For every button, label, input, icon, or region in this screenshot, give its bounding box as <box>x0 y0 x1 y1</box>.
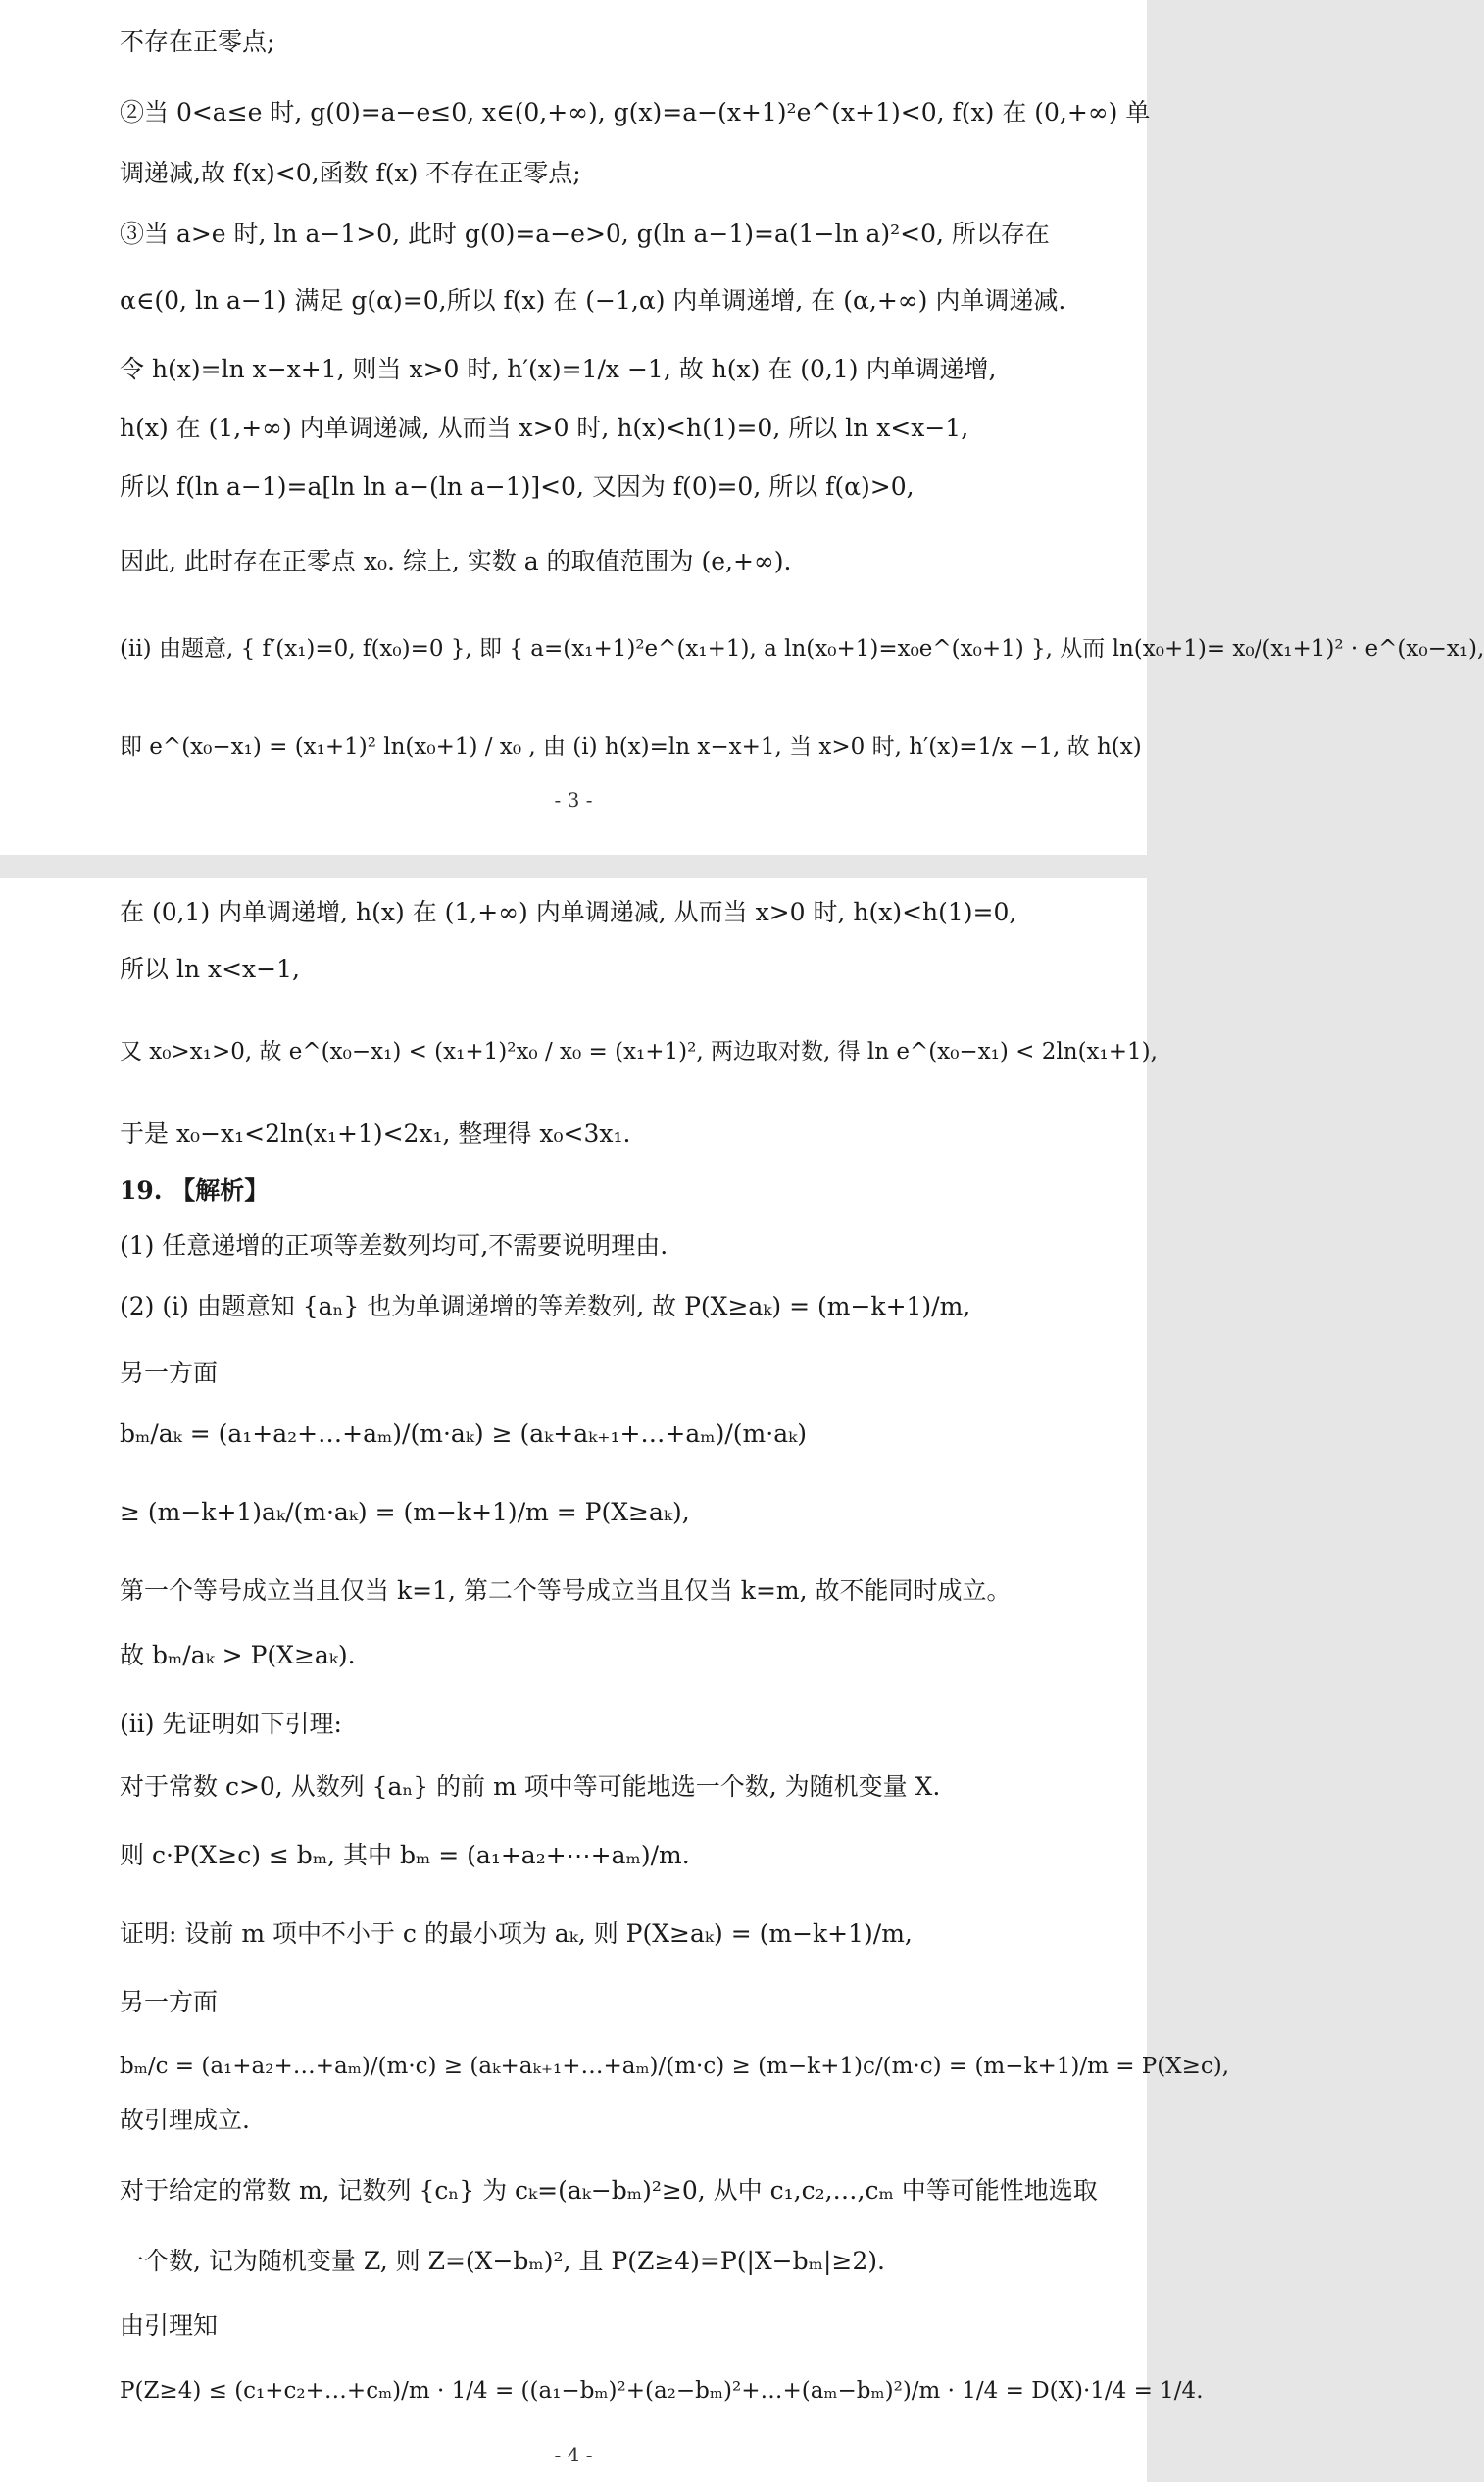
text-line: 即 e^(x₀−x₁) = (x₁+1)² ln(x₀+1) / x₀ , 由 (i) h(x)=ln x−x+1, 当 x>0 时, h′(x)=1/x −1, 故 h(x) <box>120 734 1142 760</box>
text-line: 因此, 此时存在正零点 x₀. 综上, 实数 a 的取值范围为 (e,+∞). <box>120 547 792 575</box>
text-line: 故 bₘ/aₖ > P(X≥aₖ). <box>120 1641 356 1669</box>
text-line: 另一方面 <box>120 1988 219 2016</box>
page-number: - 4 - <box>554 2443 593 2466</box>
text-line: 对于给定的常数 m, 记数列 {cₙ} 为 cₖ=(aₖ−bₘ)²≥0, 从中 c₁,c₂,…,cₘ 中等可能性地选取 <box>120 2176 1098 2205</box>
text-line: bₘ/aₖ = (a₁+a₂+…+aₘ)/(m·aₖ) ≥ (aₖ+aₖ₊₁+…+aₘ)/(m·aₖ) <box>120 1419 807 1448</box>
section-heading: 19. 【解析】 <box>120 1176 270 1205</box>
text-line: ≥ (m−k+1)aₖ/(m·aₖ) = (m−k+1)/m = P(X≥aₖ), <box>120 1498 690 1526</box>
text-line: h(x) 在 (1,+∞) 内单调递减, 从而当 x>0 时, h(x)<h(1)=0, 所以 ln x<x−1, <box>120 414 969 442</box>
text-line: 又 x₀>x₁>0, 故 e^(x₀−x₁) < (x₁+1)²x₀ / x₀ = (x₁+1)², 两边取对数, 得 ln e^(x₀−x₁) < 2ln(x₁+1), <box>120 1039 1158 1065</box>
text-line: 在 (0,1) 内单调递增, h(x) 在 (1,+∞) 内单调递减, 从而当 x>0 时, h(x)<h(1)=0, <box>120 898 1017 926</box>
page-3 <box>0 0 1484 855</box>
text-line: 由引理知 <box>120 2311 219 2340</box>
text-line: (2) (i) 由题意知 {aₙ} 也为单调递增的等差数列, 故 P(X≥aₖ) = (m−k+1)/m, <box>120 1292 971 1320</box>
text-line: 证明: 设前 m 项中不小于 c 的最小项为 aₖ, 则 P(X≥aₖ) = (m−k+1)/m, <box>120 1919 913 1948</box>
text-line: 于是 x₀−x₁<2ln(x₁+1)<2x₁, 整理得 x₀<3x₁. <box>120 1119 631 1148</box>
text-line: (1) 任意递增的正项等差数列均可,不需要说明理由. <box>120 1231 668 1260</box>
text-line: 对于常数 c>0, 从数列 {aₙ} 的前 m 项中等可能地选一个数, 为随机变量 X. <box>120 1772 941 1801</box>
text-line: 不存在正零点; <box>120 27 275 56</box>
page-4 <box>0 878 1230 2482</box>
text-line: 调递减,故 f(x)<0,函数 f(x) 不存在正零点; <box>120 159 581 187</box>
text-line: 所以 f(ln a−1)=a[ln ln a−(ln a−1)]<0, 又因为 f(0)=0, 所以 f(α)>0, <box>120 472 915 501</box>
text-line: (ii) 先证明如下引理: <box>120 1710 342 1738</box>
text-line: ②当 0<a≤e 时, g(0)=a−e≤0, x∈(0,+∞), g(x)=a−(x+1)²e^(x+1)<0, f(x) 在 (0,+∞) 单 <box>120 98 1151 126</box>
text-line: (ii) 由题意, { f′(x₁)=0, f(x₀)=0 }, 即 { a=(x₁+1)²e^(x₁+1), a ln(x₀+1)=x₀e^(x₀+1) }, 从而 ln(x₀+1)= x₀/(x₁+1)² · e^(x₀−x₁), <box>120 636 1484 662</box>
text-line: 一个数, 记为随机变量 Z, 则 Z=(X−bₘ)², 且 P(Z≥4)=P(|X−bₘ|≥2). <box>120 2247 885 2275</box>
text-line: 另一方面 <box>120 1359 219 1387</box>
text-line: bₘ/c = (a₁+a₂+…+aₘ)/(m·c) ≥ (aₖ+aₖ₊₁+…+aₘ)/(m·c) ≥ (m−k+1)c/(m·c) = (m−k+1)/m = P(X≥c), <box>120 2054 1230 2079</box>
text-line: 所以 ln x<x−1, <box>120 955 300 983</box>
text-line: 令 h(x)=ln x−x+1, 则当 x>0 时, h′(x)=1/x −1, 故 h(x) 在 (0,1) 内单调递增, <box>120 355 997 383</box>
text-line: P(Z≥4) ≤ (c₁+c₂+…+cₘ)/m · 1/4 = ((a₁−bₘ)²+(a₂−bₘ)²+…+(aₘ−bₘ)²)/m · 1/4 = D(X)·1/4 = 1/4. <box>120 2378 1204 2404</box>
page-number: - 3 - <box>554 788 593 812</box>
text-line: 故引理成立. <box>120 2106 250 2134</box>
text-line: 则 c·P(X≥c) ≤ bₘ, 其中 bₘ = (a₁+a₂+⋯+aₘ)/m. <box>120 1841 690 1869</box>
text-line: ③当 a>e 时, ln a−1>0, 此时 g(0)=a−e>0, g(ln a−1)=a(1−ln a)²<0, 所以存在 <box>120 220 1050 248</box>
text-line: 第一个等号成立当且仅当 k=1, 第二个等号成立当且仅当 k=m, 故不能同时成立。 <box>120 1576 1012 1605</box>
text-line: α∈(0, ln a−1) 满足 g(α)=0,所以 f(x) 在 (−1,α) 内单调递增, 在 (α,+∞) 内单调递减. <box>120 286 1066 315</box>
